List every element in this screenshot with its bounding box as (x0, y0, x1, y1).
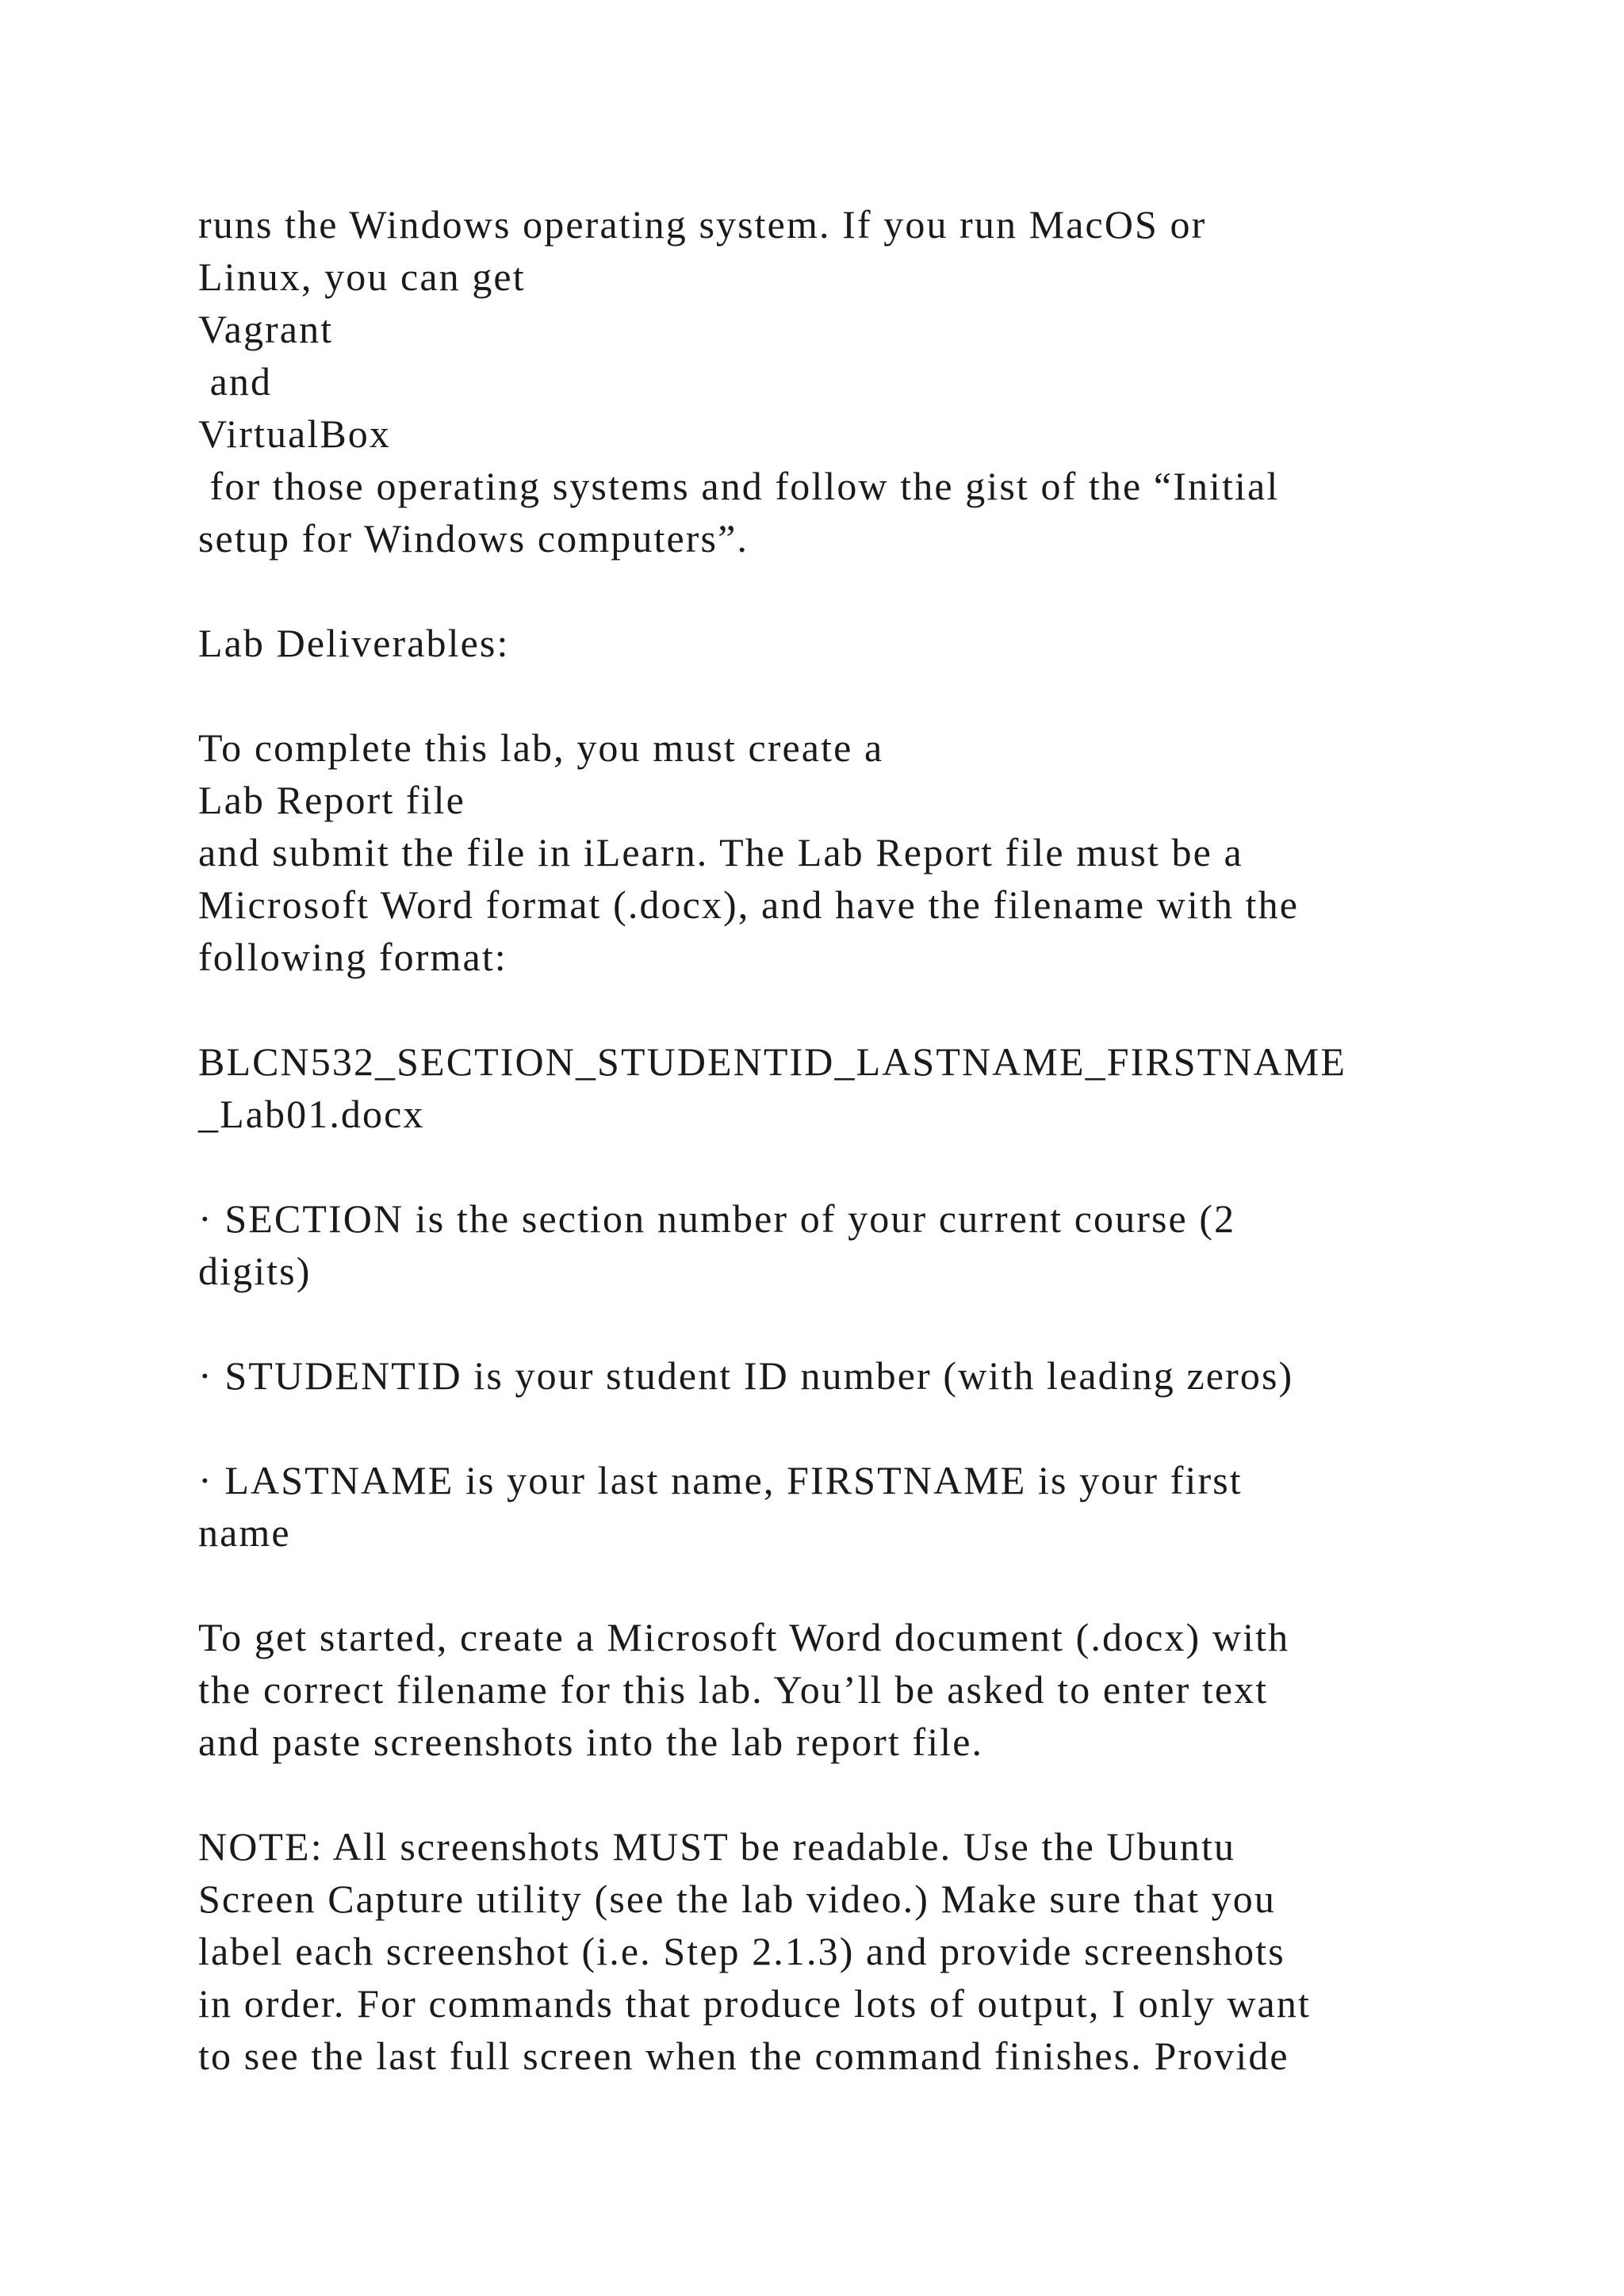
blank-line (198, 669, 1481, 721)
bullet-item: digits) (198, 1249, 312, 1293)
text-line: runs the Windows operating system. If you run MacOS or (198, 202, 1207, 247)
text-line: To complete this lab, you must create a (198, 725, 884, 770)
blank-line (198, 1402, 1481, 1454)
filename-format-line: _Lab01.docx (198, 1092, 425, 1136)
text-line: To get started, create a Microsoft Word document (.docx) with (198, 1615, 1290, 1659)
text-line: and paste screenshots into the lab report file. (198, 1720, 984, 1764)
note-line: to see the last full screen when the command finishes. Provide (198, 2034, 1289, 2078)
text-line: for those operating systems and follow the gist of the “Initial (198, 464, 1280, 508)
note-line: label each screenshot (i.e. Step 2.1.3) and provide screenshots (198, 1929, 1285, 1973)
text-line: Lab Report file (198, 778, 465, 822)
bullet-item: · STUDENTID is your student ID number (with leading zeros) (198, 1353, 1294, 1398)
text-line: and (198, 359, 273, 404)
blank-line (198, 983, 1481, 1035)
bullet-item: name (198, 1510, 291, 1555)
bullet-item: · LASTNAME is your last name, FIRSTNAME is your first (198, 1458, 1243, 1502)
section-heading: Lab Deliverables: (198, 621, 510, 665)
note-line: NOTE: All screenshots MUST be readable. Use the Ubuntu (198, 1824, 1236, 1869)
text-line: VirtualBox (198, 411, 391, 456)
text-line: following format: (198, 935, 508, 979)
blank-line (198, 564, 1481, 617)
text-line: the correct filename for this lab. You’ll be asked to enter text (198, 1667, 1269, 1712)
blank-line (198, 1140, 1481, 1192)
bullet-item: · SECTION is the section number of your current course (2 (198, 1196, 1236, 1241)
text-line: Linux, you can get (198, 254, 526, 299)
blank-line (198, 1297, 1481, 1349)
text-line: Vagrant (198, 307, 334, 351)
note-line: Screen Capture utility (see the lab video.) Make sure that you (198, 1877, 1276, 1921)
blank-line (198, 1768, 1481, 1820)
filename-format-line: BLCN532_SECTION_STUDENTID_LASTNAME_FIRSTNAME (198, 1039, 1346, 1084)
text-line: and submit the file in iLearn. The Lab Report file must be a (198, 830, 1243, 874)
text-line: Microsoft Word format (.docx), and have the filename with the (198, 882, 1300, 927)
blank-line (198, 1559, 1481, 1611)
text-line: setup for Windows computers”. (198, 516, 749, 561)
note-line: in order. For commands that produce lots of output, I only want (198, 1981, 1311, 2026)
